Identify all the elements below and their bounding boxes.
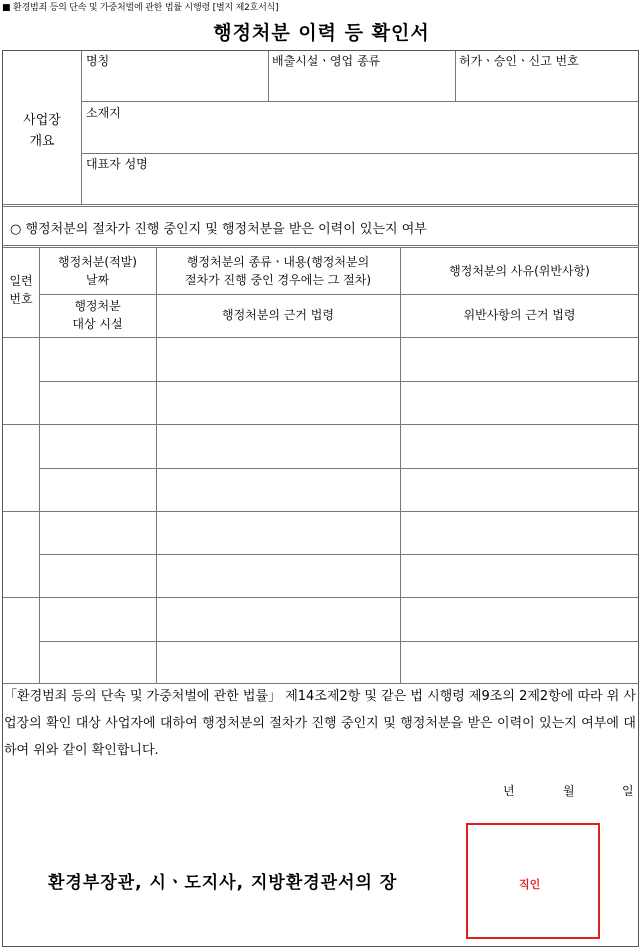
divider — [3, 511, 639, 512]
facility-type-label: 배출시설ㆍ영업 종류 — [272, 54, 381, 68]
divider — [455, 51, 456, 101]
official-seal-label: 직인 — [519, 878, 541, 891]
column-header-date — [39, 253, 156, 289]
header-line: 행정처분(적발) — [58, 255, 137, 269]
section-label-business — [3, 110, 81, 152]
permit-number-label: 허가ㆍ승인ㆍ신고 번호 — [459, 54, 579, 68]
header-line: 번호 — [9, 292, 33, 306]
divider — [81, 101, 639, 102]
representative-label: 대표자 성명 — [86, 157, 148, 171]
column-header-legal-basis: 행정처분의 근거 법령 — [222, 308, 334, 322]
column-header-serial — [3, 272, 39, 308]
header-line: 행정처분의 종류ㆍ내용(행정처분의 — [186, 255, 370, 269]
section-label-line: 개요 — [29, 134, 55, 149]
divider — [3, 597, 639, 598]
divider — [268, 51, 269, 101]
divider — [39, 381, 639, 382]
name-label: 명칭 — [86, 54, 110, 68]
question-text: ○ 행정처분의 절차가 진행 중인지 및 행정처분을 받은 이력이 있는지 여부 — [10, 222, 427, 237]
divider — [39, 641, 639, 642]
divider — [81, 153, 639, 154]
date-day-label: 일 — [622, 784, 634, 798]
form-frame — [2, 50, 639, 947]
section-label-line: 사업장 — [23, 113, 61, 128]
divider — [3, 424, 639, 425]
header-line: 절차가 진행 중인 경우에는 그 절차) — [184, 273, 372, 287]
divider — [39, 294, 639, 295]
header-line: 날짜 — [85, 273, 110, 287]
divider — [3, 204, 639, 207]
page-title: 행정처분 이력 등 확인서 — [213, 22, 430, 44]
header-line: 대상 시설 — [72, 317, 123, 331]
issuer-signature: 환경부장관, 시ㆍ도지사, 지방환경관서의 장 — [48, 873, 398, 893]
divider — [3, 337, 639, 338]
column-header-reason: 행정처분의 사유(위반사항) — [449, 264, 590, 278]
header-line: 일련 — [9, 274, 33, 288]
divider — [39, 554, 639, 555]
form-header-note: ■ 환경범죄 등의 단속 및 가중처벌에 관한 법률 시행령 [별지 제2호서식] — [2, 3, 279, 13]
date-year-label: 년 — [503, 784, 515, 798]
confirmation-statement: 「환경범죄 등의 단속 및 가중처벌에 관한 법률」 제14조제2항 및 같은 법 시행령 제9조의 2제2항에 따라 위 사업장의 확인 대상 사업자에 대하여 행정처분의 절차가 진행 중인지 및 행정처분을 받은 이력이 있는지 여부에 대하여 위와 같이 확인합니다. — [4, 689, 636, 758]
column-header-target-facility — [39, 297, 156, 333]
header-line: 행정처분 — [74, 299, 121, 313]
divider — [39, 468, 639, 469]
divider — [81, 51, 82, 205]
date-month-label: 월 — [563, 784, 575, 798]
column-header-violation-basis: 위반사항의 근거 법령 — [463, 308, 576, 322]
column-header-disposition-type — [156, 253, 400, 289]
address-label: 소재지 — [86, 106, 121, 120]
divider — [3, 245, 639, 248]
